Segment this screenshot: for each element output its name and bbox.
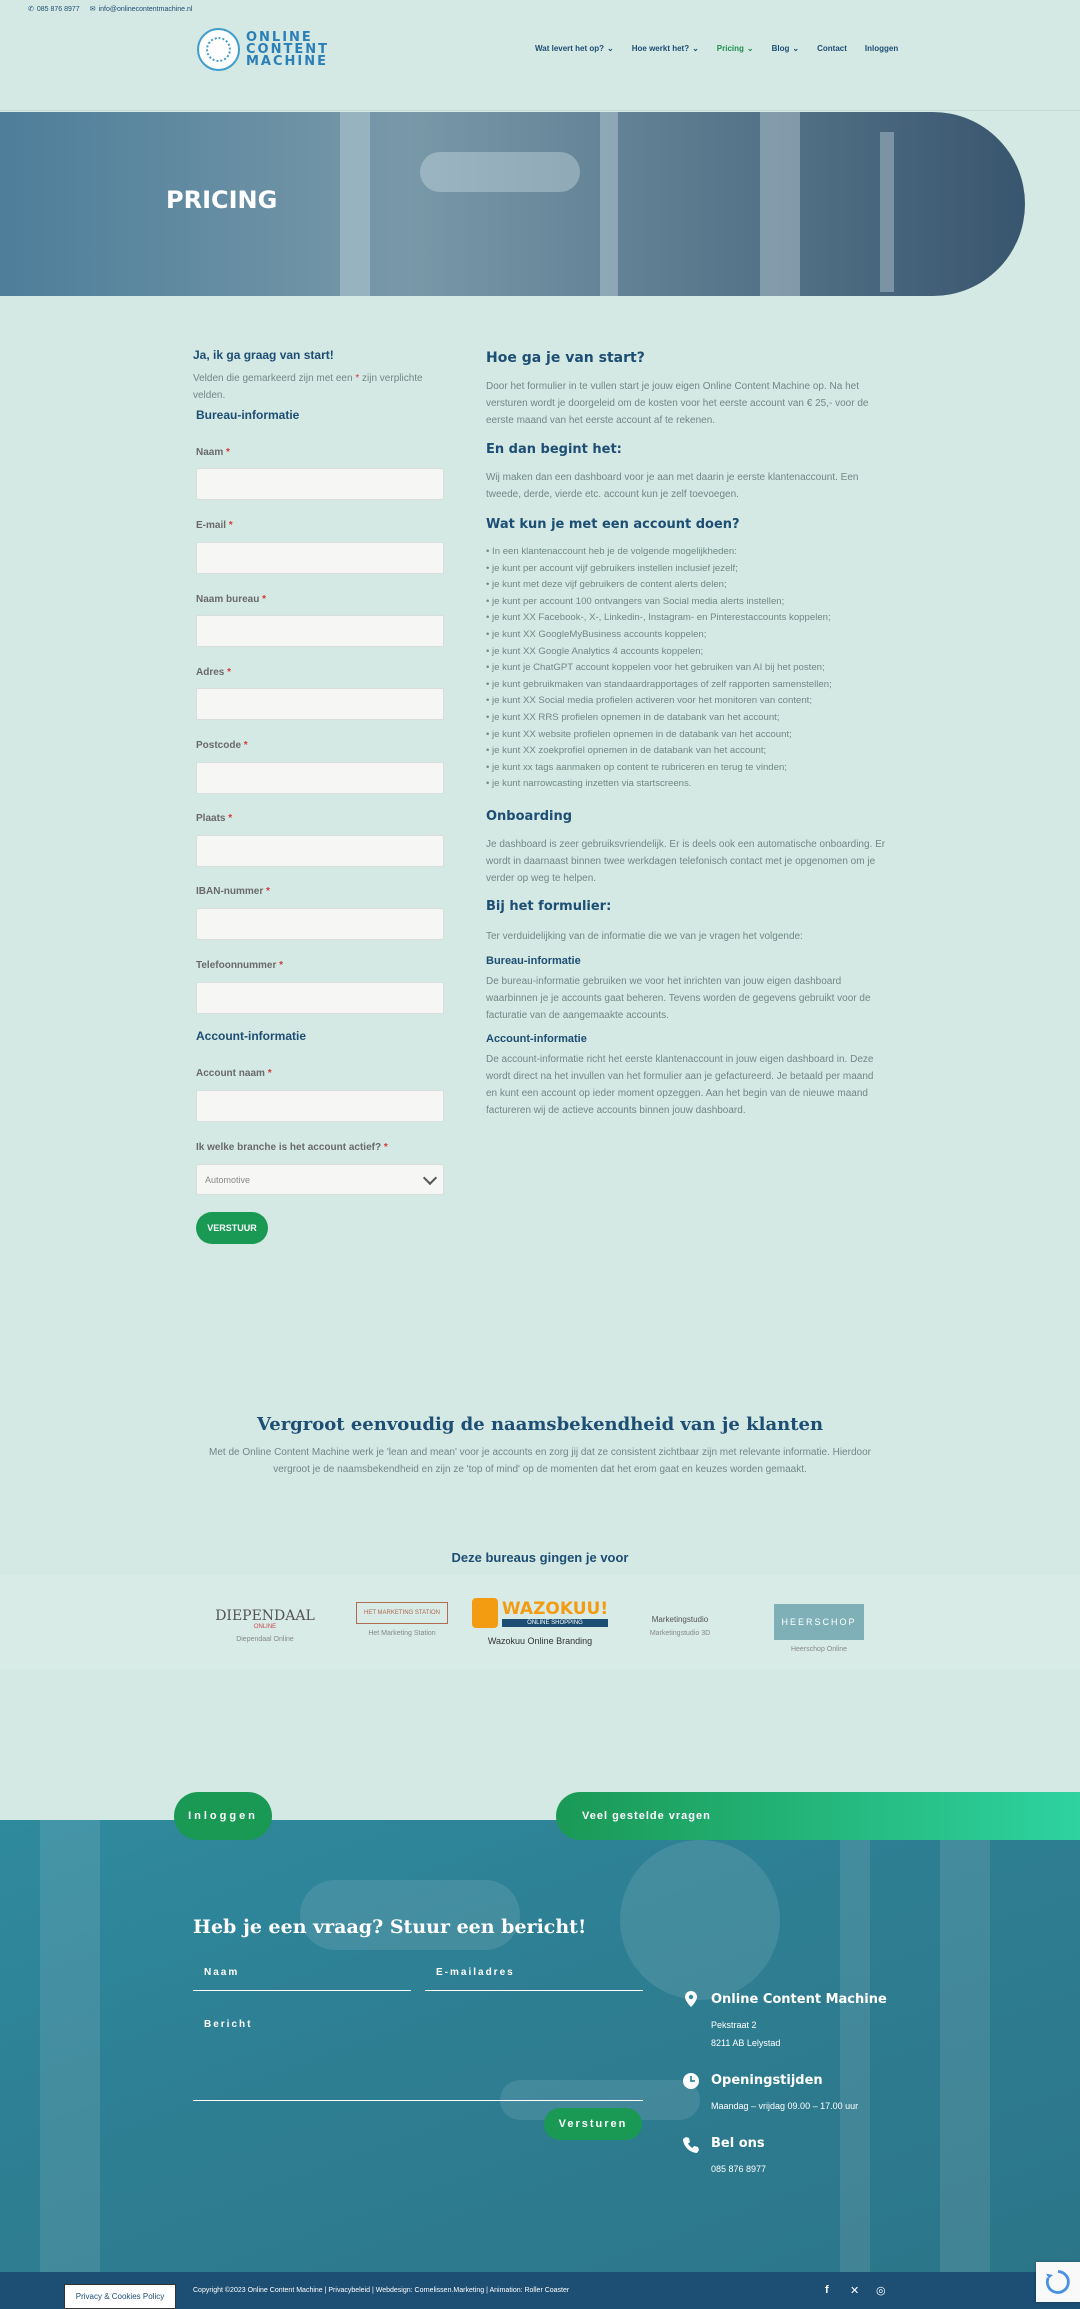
brand-caption: Marketingstudio 3D	[649, 1630, 711, 1637]
brand-caption: Heerschop Online	[790, 1646, 848, 1653]
phone-icon	[682, 2136, 700, 2154]
nav-label: Contact	[817, 44, 847, 53]
nav-label: Pricing	[716, 44, 744, 53]
list-item: • je kunt per account 100 ontvangers van Social media alerts instellen;	[486, 594, 906, 611]
list-item: • je kunt XX Facebook-, X-, Linkedin-, Instagram- en Pinterestaccounts koppelen;	[486, 610, 906, 627]
brand-logo: HEERSCHOP	[774, 1604, 864, 1640]
field-label-plaats	[196, 813, 232, 824]
brand-logo-sub: ONLINE	[253, 1624, 277, 1630]
list-item: • je kunt XX website profielen opnemen in de databank van het account;	[486, 727, 906, 744]
call-title: Bel ons	[711, 2136, 765, 2151]
list-item: • je kunt XX zoekprofiel opnemen in de databank van het account;	[486, 743, 906, 760]
heading-hoe-ga-je-van-start: Hoe ga je van start?	[486, 350, 645, 366]
account-features-list	[486, 544, 906, 793]
awareness-text: Met de Online Content Machine werk je 'lean and mean' voor je accounts en zorg jij dat ze consistent zichtbaar zijn met relevante informatie. Hierdoor vergroot je de naamsbekendheid en zijn ze 'top of mind' op de momenten dat het erom gaat en keuzes worden gemaakt.	[209, 1447, 871, 1475]
mail-icon: ✉	[89, 6, 96, 13]
phone-number[interactable]: 085 876 8977	[711, 2164, 767, 2174]
label-text: Naam bureau	[196, 594, 260, 605]
clock-icon	[682, 2072, 700, 2090]
logo-line-2: CONTENT	[246, 41, 329, 57]
privacy-cookies-button[interactable]: Privacy & Cookies Policy	[64, 2284, 176, 2309]
header-divider	[0, 110, 1080, 111]
email-input[interactable]	[425, 1990, 643, 1991]
paragraph-bureau: De bureau-informatie gebruiken we voor het inrichten van jouw eigen dashboard waarbinnen je je accounts gaat beheren. Tevens worden de gegevens gebruikt voor de facturatie van de aangemaakte accounts.	[486, 976, 871, 1021]
phone-icon: ✆	[28, 6, 34, 13]
site-logo[interactable]	[197, 28, 329, 71]
chevron-down-icon	[423, 1171, 437, 1185]
field-label-iban	[196, 886, 270, 897]
list-item: • je kunt XX RRS profielen opnemen in de databank van het account;	[486, 710, 906, 727]
label-text: Ik welke branche is het account actief?	[196, 1142, 382, 1153]
required-star: *	[267, 1068, 272, 1079]
logo-line-3: MACHINE	[246, 53, 329, 69]
brand-marketing-station[interactable]	[352, 1602, 452, 1637]
naam-input[interactable]	[196, 468, 444, 500]
note-text: Velden die gemarkeerd zijn met een	[193, 373, 356, 384]
copyright-text: Copyright ©2023 Online Content Machine | Privacybeleid | Webdesign: Cornelissen.Marketing | Animation: Roller Coaster	[193, 2287, 570, 2294]
heading-bij-het-formulier: Bij het formulier:	[486, 899, 612, 914]
adres-input[interactable]	[196, 688, 444, 720]
hours-text: Maandag – vrijdag 09.00 – 17.00 uur	[711, 2101, 859, 2111]
footer-contact-section	[0, 1820, 1080, 2272]
heading-account-doen: Wat kun je met een account doen?	[486, 517, 740, 532]
section-account-informatie: Account-informatie	[196, 1029, 307, 1043]
login-tab-button[interactable]: Inloggen	[174, 1792, 272, 1840]
field-label-postcode	[196, 740, 248, 751]
brand-logo: HET MARKETING STATION	[356, 1602, 448, 1624]
logo-line-1: ONLINE	[246, 29, 313, 45]
nav-item-wat-levert[interactable]	[535, 44, 614, 53]
label-text: Postcode	[196, 740, 242, 751]
required-star: *	[228, 520, 233, 531]
email-link[interactable]	[90, 5, 193, 13]
list-item: • je kunt xx tags aanmaken op content te rubriceren en terug te vinden;	[486, 760, 906, 777]
field-label-branche	[196, 1142, 388, 1153]
nav-item-contact[interactable]	[817, 44, 847, 53]
list-item: • je kunt XX GoogleMyBusiness accounts koppelen;	[486, 627, 906, 644]
required-star: *	[383, 1142, 388, 1153]
branche-select[interactable]	[196, 1164, 444, 1195]
required-star: *	[228, 813, 233, 824]
hero-banner	[0, 112, 1025, 296]
select-value: Automotive	[205, 1175, 251, 1185]
label-text: E-mail	[196, 520, 227, 531]
company-name: Online Content Machine	[711, 1992, 887, 2007]
list-item: • je kunt per account vijf gebruikers instellen inclusief jezelf;	[486, 561, 906, 578]
label-text: IBAN-nummer	[196, 886, 264, 897]
message-textarea[interactable]	[193, 2100, 643, 2101]
list-item: • je kunt XX Social media profielen activeren voor het monitoren van content;	[486, 693, 906, 710]
label-text: Account naam	[196, 1068, 265, 1079]
address-city: 8211 AB Lelystad	[711, 2038, 781, 2048]
section-bureau-informatie: Bureau-informatie	[196, 408, 300, 422]
nav-item-blog[interactable]	[772, 44, 799, 53]
field-label-email	[196, 520, 233, 531]
required-star: *	[243, 740, 248, 751]
contact-title: Heb je een vraag? Stuur een bericht!	[193, 1916, 587, 1938]
nav-label: Inloggen	[864, 44, 899, 53]
paragraph-begint: Wij maken dan een dashboard voor je aan met daarin je eerste klantenaccount. Een tweede, derde, vierde etc. account kun je zelf toevoegen.	[486, 472, 859, 500]
field-label-naam-bureau	[196, 594, 266, 605]
main-nav	[535, 44, 898, 53]
x-icon[interactable]: ✕	[850, 2285, 860, 2297]
note-text: zijn verplichte velden.	[193, 373, 423, 401]
form-required-note	[193, 370, 443, 404]
brands-title: Deze bureaus gingen je voor	[451, 1550, 629, 1565]
message-field-label: Bericht	[204, 2019, 253, 2030]
nav-label: Blog	[771, 44, 790, 53]
subheading-account-informatie: Account-informatie	[486, 1033, 587, 1045]
field-label-account-naam	[196, 1068, 272, 1079]
paragraph-account: De account-informatie richt het eerste klantenaccount in jouw eigen dashboard in. Deze wordt direct na het invullen van het formulier aan je gefactureerd. Je betaald per maand en kunt een account op ieder moment opzeggen. Aan het begin van de nieuwe maand factureren wij de actieve accounts binnen jouw dashboard.	[486, 1054, 874, 1116]
nav-label: Hoe werkt het?	[631, 44, 690, 53]
field-label-adres	[196, 667, 231, 678]
list-item: • je kunt narrowcasting inzetten via startscreens.	[486, 776, 906, 793]
brand-caption: Diependaal Online	[236, 1636, 294, 1643]
list-item: • je kunt je ChatGPT account koppelen voor het gebruiken van AI bij het posten;	[486, 660, 906, 677]
list-item: • je kunt met deze vijf gebruikers de content alerts delen;	[486, 577, 906, 594]
list-item: • je kunt XX Google Analytics 4 accounts koppelen;	[486, 644, 906, 661]
heading-en-dan-begint-het: En dan begint het:	[486, 442, 622, 457]
page-title: PRICING	[166, 186, 278, 214]
brand-logo-sub: ONLINE SHOPPING	[502, 1619, 608, 1627]
chevron-down-icon: ⌄	[607, 44, 614, 53]
required-star: *	[262, 594, 267, 605]
label-text: Adres	[196, 667, 225, 678]
form-intro: Ja, ik ga graag van start!	[193, 348, 334, 362]
nav-item-inloggen[interactable]	[865, 44, 898, 53]
required-star: *	[355, 373, 360, 384]
required-star: *	[226, 447, 230, 458]
address-street: Pekstraat 2	[711, 2020, 757, 2030]
chevron-down-icon: ⌄	[792, 44, 800, 53]
list-item: • je kunt gebruikmaken van standaardrapportages of zelf rapporten samenstellen;	[486, 677, 906, 694]
phone-link[interactable]	[28, 5, 80, 13]
nav-label: Wat levert het op?	[535, 44, 605, 53]
telefoon-input[interactable]	[196, 982, 444, 1014]
brand-wazokuu[interactable]	[472, 1598, 608, 1646]
chevron-down-icon: ⌄	[746, 44, 754, 53]
brand-caption: Wazokuu Online Branding	[487, 1636, 593, 1646]
required-star: *	[227, 667, 232, 678]
iban-input[interactable]	[196, 908, 444, 940]
list-item: • In een klantenaccount heb je de volgende mogelijkheden:	[486, 544, 906, 561]
subheading-bureau-informatie: Bureau-informatie	[486, 955, 581, 967]
nav-item-pricing[interactable]	[717, 44, 754, 53]
name-input[interactable]	[193, 1990, 411, 1991]
required-star: *	[266, 886, 270, 897]
postcode-input[interactable]	[196, 762, 444, 794]
nav-item-hoe-werkt[interactable]	[632, 44, 699, 53]
name-field-label: Naam	[204, 1967, 240, 1978]
label-text: Telefoonnummer	[196, 960, 277, 971]
email-input[interactable]	[196, 542, 444, 574]
brand-logo: Marketingstudio	[651, 1615, 709, 1624]
email-field-label: E-mailadres	[436, 1967, 515, 1978]
field-label-naam	[196, 447, 230, 458]
brand-marketingstudio[interactable]	[630, 1615, 730, 1637]
chevron-down-icon: ⌄	[692, 44, 699, 53]
label-text: Naam	[196, 447, 224, 458]
naam-bureau-input[interactable]	[196, 615, 444, 647]
top-bar	[28, 5, 192, 13]
location-pin-icon	[682, 1990, 700, 2008]
facebook-icon[interactable]: f	[825, 2284, 829, 2296]
email-text: info@onlinecontentmachine.nl	[98, 5, 193, 13]
brand-caption: Het Marketing Station	[368, 1630, 436, 1637]
paragraph-onboarding: Je dashboard is zeer gebruiksvriendelijk. Er is deels ook een automatische onboarding. Er wordt in daarnaast binnen twee werkdagen telefonisch contact met je opgenomen om je verder op weg te helpen.	[486, 839, 886, 884]
hours-title: Openingstijden	[711, 2073, 823, 2088]
brand-logo: DIEPENDAAL	[215, 1608, 315, 1624]
heading-onboarding: Onboarding	[486, 809, 573, 824]
phone-text: 085 876 8977	[36, 5, 80, 13]
required-star: *	[279, 960, 284, 971]
wazokuu-icon	[472, 1598, 498, 1628]
brand-heerschop[interactable]	[770, 1604, 868, 1653]
logo-icon	[197, 28, 240, 71]
plaats-input[interactable]	[196, 835, 444, 867]
paragraph-start: Door het formulier in te vullen start je jouw eigen Online Content Machine op. Na het versturen wordt je doorgeleid om de kosten voor het eerste account van € 25,- voor de eerste maand van het eerste account af te rekenen.	[486, 381, 869, 426]
paragraph-formulier: Ter verduidelijking van de informatie die we van je vragen het volgende:	[486, 931, 803, 942]
faq-tab-button[interactable]: Veel gestelde vragen	[556, 1792, 1080, 1840]
send-button[interactable]: Versturen	[544, 2108, 642, 2140]
label-text: Plaats	[196, 813, 226, 824]
field-label-telefoon	[196, 960, 283, 971]
brand-diependaal[interactable]	[210, 1608, 320, 1643]
recaptcha-icon	[1044, 2268, 1072, 2296]
recaptcha-badge[interactable]	[1036, 2262, 1080, 2302]
account-naam-input[interactable]	[196, 1090, 444, 1122]
brand-logo: WAZOKUU!	[501, 1599, 609, 1619]
awareness-title: Vergroot eenvoudig de naamsbekendheid van je klanten	[256, 1414, 824, 1435]
submit-button[interactable]: VERSTUUR	[196, 1212, 268, 1244]
instagram-icon[interactable]: ◎	[876, 2285, 886, 2297]
